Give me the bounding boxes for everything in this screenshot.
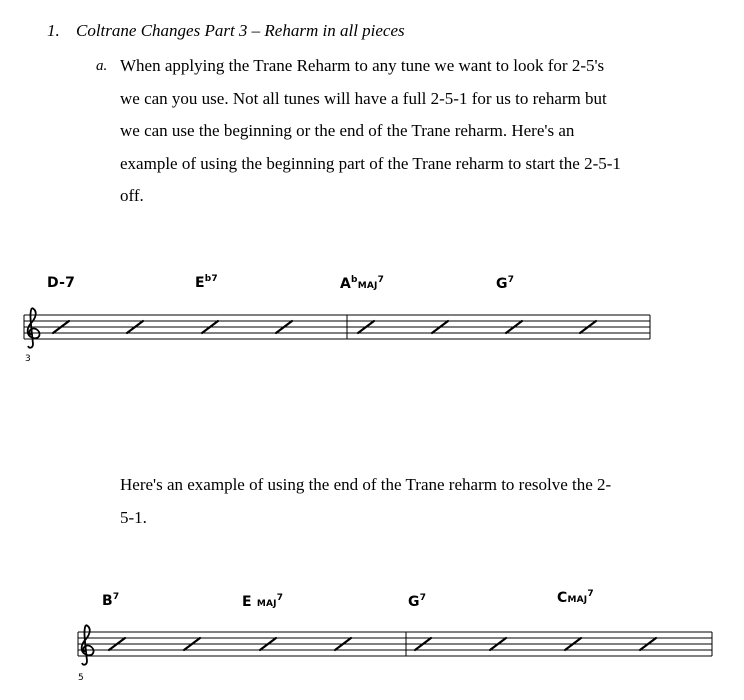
- chord-symbol-e-maj7: E MAJ$^7$: [242, 593, 284, 610]
- staff-example-1: [20, 300, 660, 370]
- chord-symbol-c-maj7: CMAJ$^7$: [557, 589, 594, 606]
- chord-symbol-e-flat-7: $E^{b7}$: [195, 274, 218, 291]
- chord-symbol-g7: $G^7$: [408, 593, 427, 610]
- paragraph-line: off.: [120, 186, 144, 205]
- paragraph-line: we can you use. Not all tunes will have a full 2-5-1 for us to reharm but: [120, 88, 607, 108]
- heading-title: Coltrane Changes Part 3 – Reharm in all pieces: [76, 21, 405, 40]
- paragraph-line: 5-1.: [120, 507, 147, 527]
- staff-example-2: [74, 618, 719, 688]
- sub-item-marker: a.: [96, 58, 108, 74]
- paragraph-line: we can use the beginning or the end of the Trane reharm. Here's an: [120, 121, 575, 140]
- paragraph-end-reharm: [120, 469, 710, 534]
- chord-symbol-d-minor-7: D-7: [47, 275, 76, 291]
- paragraph-line: example of using the beginning part of the Trane reharm to start the 2-5-1: [120, 153, 621, 173]
- paragraph-line: Here's an example of using the end of the Trane reharm to resolve the 2-: [120, 475, 612, 494]
- chord-symbol-g7: $G^7$: [496, 275, 515, 292]
- treble-clef-icon: [82, 625, 94, 665]
- treble-clef-icon: [28, 308, 40, 348]
- measure-number: 5: [78, 673, 84, 683]
- measure-number: 3: [25, 354, 31, 364]
- paragraph-line: When applying the Trane Reharm to any tune we want to look for 2-5's: [120, 56, 605, 75]
- section-heading: [47, 21, 405, 41]
- heading-number: 1.: [47, 21, 60, 40]
- chord-symbol-b7: $B^7$: [102, 592, 120, 609]
- paragraph-beginning-reharm: [120, 50, 710, 213]
- chord-symbol-a-flat-maj7: $A^bMAJ^7$: [340, 275, 385, 292]
